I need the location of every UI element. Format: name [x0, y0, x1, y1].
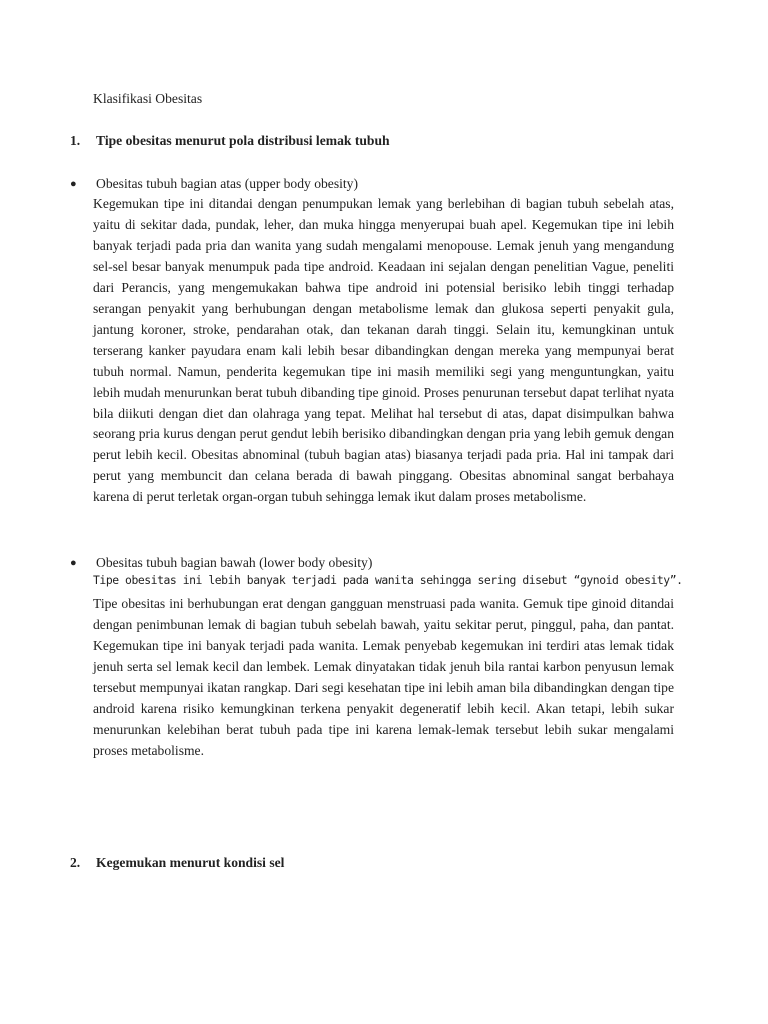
lower-body-first-line: Tipe obesitas ini lebih banyak terjadi pada wanita sehingga sering disebut “gynoid obesity”. [93, 573, 683, 587]
bullet-upper-body [70, 176, 358, 192]
document-title: Klasifikasi Obesitas [93, 91, 203, 106]
bullet-upper-body-title: Obesitas tubuh bagian atas (upper body obesity) [96, 176, 358, 191]
section-1-number: 1. [70, 133, 81, 148]
lower-body-paragraph: Tipe obesitas ini berhubungan erat dengan gangguan menstruasi pada wanita. Gemuk tipe ginoid ditandai dengan penimbunan lemak di bagian tubuh sebelah bawah, yaitu sekitar perut, pinggul, paha, dan pantat. Kegemukan tipe ini banyak terjadi pada wanita. Lemak penyebab kegemukan ini terdiri atas lemak tidak jenuh serta sel lemak kecil dan lembek. Lemak dinyatakan tidak jenuh bila rantai karbon penyusun lemak tersebut mempunyai ikatan rangkap. Dari segi kesehatan tipe ini lebih aman bila dibandingkan dengan tipe android karena risiko kemungkinan terkena penyakit degeneratif lebih kecil. Akan tetapi, lebih sukar menurunkan kelebihan berat tubuh pada tipe ini karena lemak-lemak tersebut lebih sukar mengalami proses metabolisme. [93, 596, 674, 758]
section-2-heading-text: Kegemukan menurut kondisi sel [96, 855, 285, 870]
bullet-icon: ● [70, 178, 77, 190]
bullet-lower-body-title: Obesitas tubuh bagian bawah (lower body obesity) [96, 555, 373, 570]
bullet-lower-body [70, 555, 372, 571]
section-1-heading [70, 133, 390, 149]
section-2-number: 2. [70, 855, 81, 870]
section-2-heading [70, 855, 284, 871]
bullet-icon: ● [70, 557, 77, 569]
upper-body-paragraph: Kegemukan tipe ini ditandai dengan penumpukan lemak yang berlebihan di bagian tubuh sebelah atas, yaitu di sekitar dada, pundak, leher, dan muka hingga menyerupai buah apel. Kegemukan tipe ini lebih banyak terjadi pada pria dan wanita yang sudah mengalami menopouse. Lemak jenuh yang mengandung sel-sel besar banyak menumpuk pada tipe android. Keadaan ini sejalan dengan penelitian Vague, peneliti dari Perancis, yang mengemukakan bahwa tipe android ini potensial berisiko lebih tinggi terhadap serangan penyakit yang berhubungan dengan metabolisme lemak dan glukosa seperti penyakit gula, jantung koroner, stroke, pendarahan otak, dan tekanan darah tinggi. Selain itu, kemungkinan untuk terserang kanker payudara enam kali lebih besar dibandingkan dengan mereka yang mempunyai berat tubuh normal. Namun, penderita kegemukan tipe ini masih memiliki segi yang menguntungkan, yaitu lebih mudah menurunkan berat tubuh dibanding tipe ginoid. Proses penurunan tersebut dapat terlihat nyata bila diikuti dengan diet dan olahraga yang tepat. Melihat hal tersebut di atas, dapat disimpulkan bahwa seorang pria kurus dengan perut gendut lebih berisiko dibandingkan dengan pria yang lebih gemuk dengan perut lebih kecil. Obesitas abnominal (tubuh bagian atas) biasanya terjadi pada pria. Hal ini tampak dari perut yang membuncit dan celana berada di bawah pinggang. Obesitas abnominal sangat berbahaya karena di perut terletak organ-organ tubuh sehingga lemak ikut dalam proses metabolisme. [93, 196, 674, 505]
section-1-heading-text: Tipe obesitas menurut pola distribusi lemak tubuh [96, 133, 390, 148]
